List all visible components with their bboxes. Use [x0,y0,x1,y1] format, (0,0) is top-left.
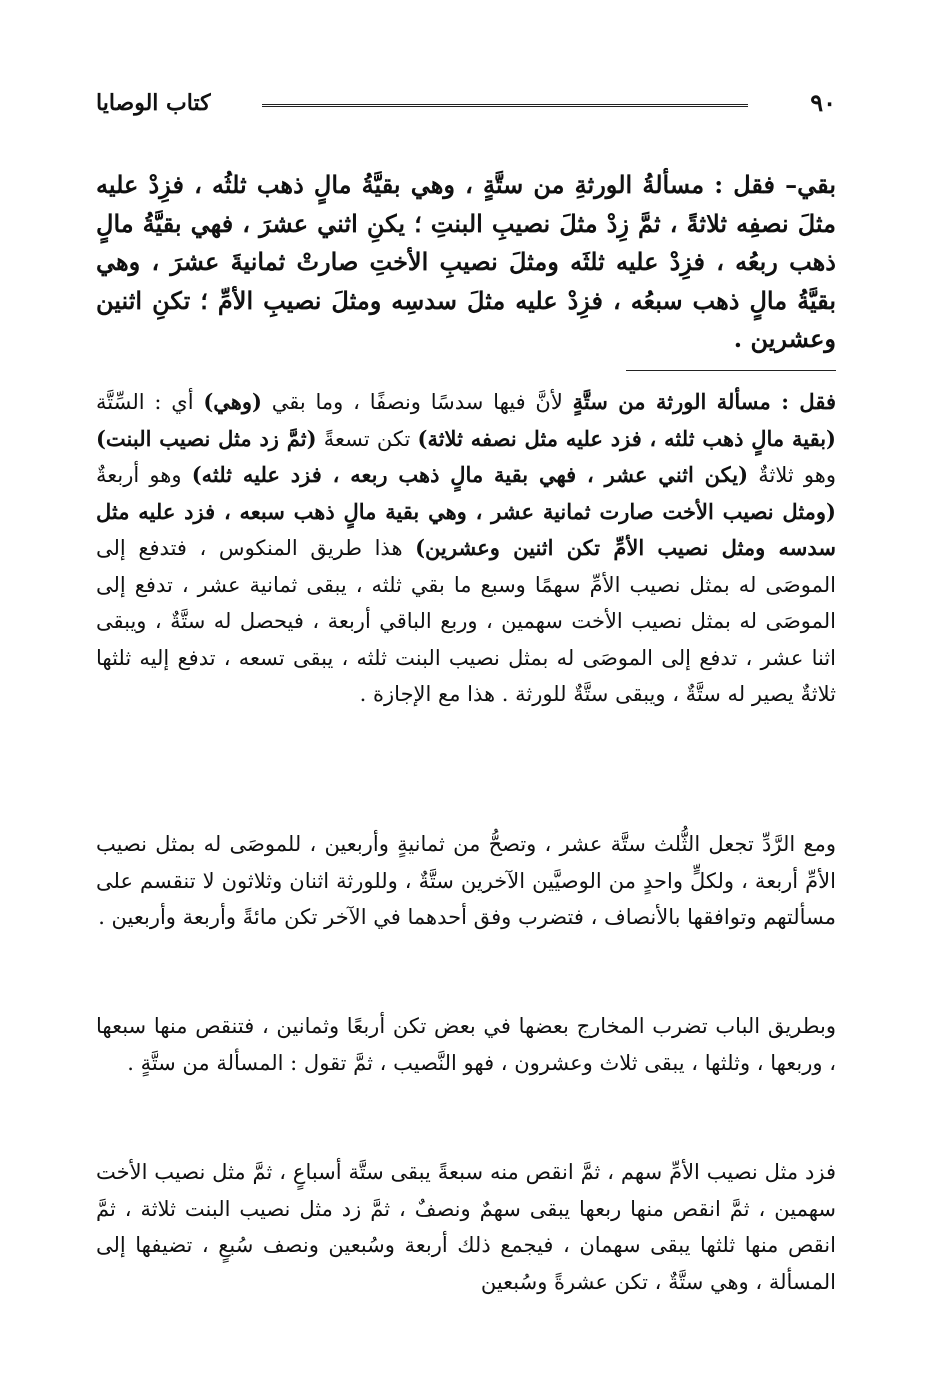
quoted-matn-segment: فقل : مسألة الورثة من ستَّةٍ [572,389,836,414]
commentary-segment: أي : السِّتَّة [96,390,204,414]
quoted-matn-segment: (بقية مالٍ ذهب ثلثه ، فزد عليه مثل نصفه ثلاثة) [417,425,836,451]
commentary-segment: تكن تسعةً [316,426,418,451]
commentary-paragraph-2: ومع الرَّدِّ تجعل الثُّلث ستَّة عشر ، وتصحُّ من ثمانيةٍ وأربعين ، للموصَى له بمثل نصيب الأمِّ أربعة ، ولكلٍّ واحدٍ من الوصيَّين الآخرين ستَّةٌ ، وللورثة اثنان وثلاثون لا تنقسم على مسألتهم وتوافقها بالأنصاف ، فتضرب وفق أحدهما في الآخر تكن مائةً وأربعة وأربعين . [96,832,836,929]
commentary-segment: هذا طريق المنكوس ، فتدفع إلى الموصَى له بمثل نصيب الأمِّ سهمًا وسبع ما بقي ثلثه ، يبقى ثمانية عشر ، تدفع إلى الموصَى له بمثل نصيب الأخت سهمين ، وربع الباقي أربعة ، فيحصل له ستَّةٌ ، ويبقى اثنا عشر ، تدفع إلى الموصَى له بمثل نصيب البنت ثلثه ، يبقى تسعه ، تدفع إليه ثلثها ثلاثةٌ يصير له ستَّةٌ ، ويبقى ستَّةٌ للورثة . هذا مع الإجازة . [96,536,836,706]
header-rule [262,104,748,107]
quoted-matn-segment: (ومثل نصيب الأخت صارت ثمانية عشر ، وهي بقية مالٍ ذهب سبعه ، فزد عليه مثل سدسه ومثل نصيب الأمِّ تكن اثنين وعشرين) [96,498,837,560]
quoted-matn-segment: (يكن اثني عشر ، فهي بقية مالٍ ذهب ربعه ، فزد عليه ثلثه) [191,462,749,487]
running-title: كتاب الوصايا [96,90,211,116]
commentary-segment: لأنَّ فيها سدسًا ونصفًا ، وما بقي [261,390,573,414]
commentary-segment: وهو ثلاثةٌ [748,463,836,487]
commentary-paragraph-3: وبطريق الباب تضرب المخارج بعضها في بعض تكن أربعًا وثمانين ، فتنقص منها سبعها ، وربعها ، وثلثها ، يبقى ثلاث وعشرون ، فهو النَّصيب ، ثمَّ تقول : المسألة من ستَّةٍ . [96,1014,836,1075]
footnote-separator [626,370,836,371]
quoted-matn-segment: (ثمَّ زد مثل نصيب البنت) [96,425,317,451]
quoted-matn-segment: (وهي) [203,389,262,414]
main-text: بقي– فقل : مسألةُ الورثةِ من ستَّةٍ ، وهي بقيَّةُ مالٍ ذهب ثلثُه ، فزِدْ عليه مثلَ نصفِه ثلاثةً ، ثمَّ زِدْ مثلَ نصيبِ البنتِ ؛ يكنِ اثني عشرَ ، فهي بقيَّةُ مالٍ ذهب ربعُه ، فزِدْ عليه ثلثَه ومثلَ نصيبِ الأختِ صارتْ ثمانيةَ عشرَ ، وهي بقيَّةُ مالٍ ذهب سبعُه ، فزِدْ عليه مثلَ سدسِه ومثلَ نصيبِ الأمِّ ؛ تكنِ اثنين وعشرين . [96,170,836,353]
page-header [96,86,836,126]
page-number: ٩٠ [810,88,836,117]
commentary-paragraph-1 [96,384,836,713]
commentary-paragraph-4: فزد مثل نصيب الأمِّ سهم ، ثمَّ انقص منه سبعةً يبقى ستَّة أسباعٍ ، ثمَّ مثل نصيب الأخت سهمين ، ثمَّ انقص منها ربعها يبقى سهمٌ ونصفٌ ، ثمَّ زد مثل نصيب البنت ثلاثة ، ثمَّ انقص منها ثلثها يبقى سهمان ، فيجمع ذلك أربعة وسُبعين ونصف سُبعٍ ، تضيفها إلى المسألة ، وهي ستَّةٌ ، تكن عشرةً وسُبعين [96,1160,836,1294]
commentary-segment: وهو أربعةٌ [96,463,192,487]
